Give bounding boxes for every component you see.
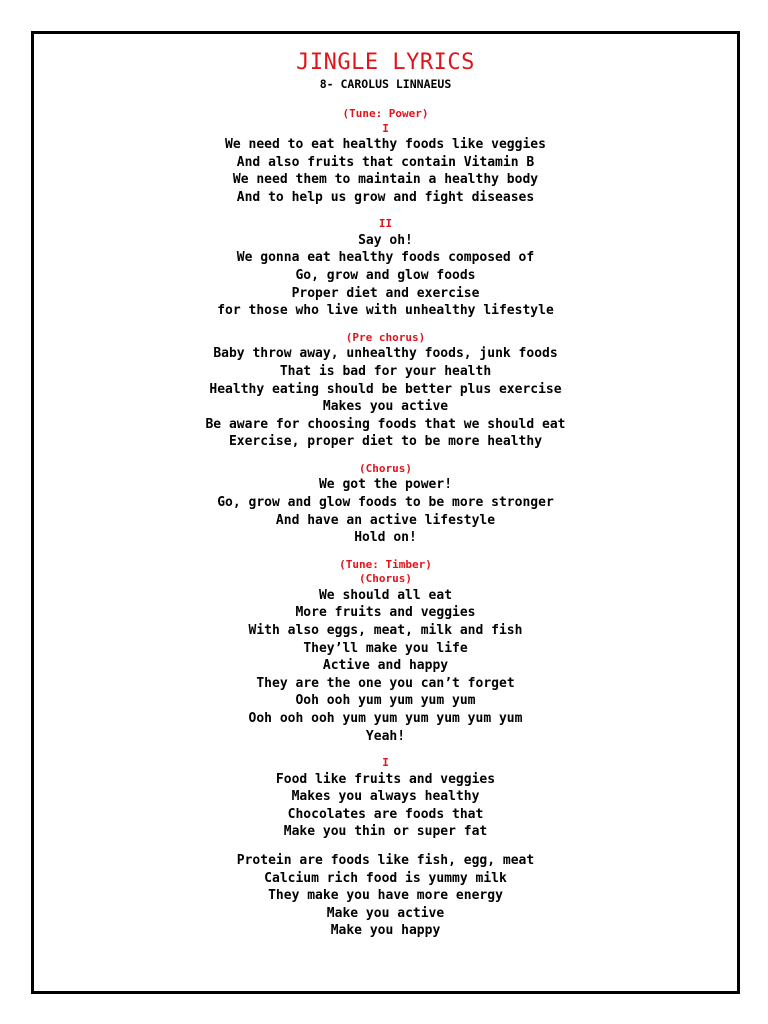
lyric-line: Yeah! [365, 728, 406, 744]
section-heading: (Chorus) [359, 572, 412, 586]
lyric-line: That is bad for your health [279, 363, 492, 379]
lyric-line: We gonna eat healthy foods composed of [236, 250, 535, 266]
lyric-line: With also eggs, meat, milk and fish [248, 622, 523, 638]
lyric-line: Healthy eating should be better plus exercise [209, 381, 562, 397]
lyric-line: We need to eat healthy foods like veggies [225, 137, 546, 152]
page-subtitle: 8- CAROLUS LINNAEUS [319, 77, 452, 91]
lyric-line: Baby throw away, unhealthy foods, junk foods [213, 346, 558, 362]
lyric-line: We should all eat [318, 587, 453, 603]
section-heading: II [378, 217, 393, 231]
lyrics-sections [34, 107, 737, 940]
document-page [31, 31, 740, 994]
lyrics-section [34, 107, 737, 206]
lyric-line: We got the power! [318, 477, 453, 493]
lyric-line: for those who live with unhealthy lifestyle [217, 303, 554, 319]
section-heading: (Pre chorus) [345, 330, 426, 344]
lyric-line: And have an active lifestyle [275, 512, 496, 528]
lyric-line: Hold on! [354, 530, 417, 546]
lyric-line: We need them to maintain a healthy body [232, 172, 539, 188]
lyric-line: They make you have more energy [268, 888, 503, 904]
lyric-line: They’ll make you life [303, 640, 468, 656]
lyric-line: Proper diet and exercise [291, 285, 480, 301]
lyric-line: Say oh! [358, 232, 413, 248]
lyric-line: Exercise, proper diet to be more healthy [228, 434, 543, 450]
page-title: JINGLE LYRICS [296, 50, 475, 75]
lyric-line: Calcium rich food is yummy milk [264, 870, 507, 886]
lyrics-section [34, 558, 737, 745]
lyric-line: Be aware for choosing foods that we should eat [205, 416, 566, 432]
lyrics-content [34, 50, 737, 951]
section-heading: (Chorus) [359, 461, 412, 475]
lyrics-section [34, 462, 737, 547]
lyric-line: Chocolates are foods that [287, 806, 484, 822]
section-heading: (Tune: Power) [342, 107, 429, 120]
lyric-line: Go, grow and glow foods [295, 268, 476, 284]
lyrics-section [34, 217, 737, 319]
lyric-line: Make you active [326, 905, 445, 921]
lyric-line: Make you happy [330, 923, 441, 939]
lyrics-section [34, 756, 737, 841]
lyric-line: Active and happy [322, 658, 449, 674]
lyric-line: Makes you active [322, 399, 449, 415]
lyric-line: Go, grow and glow foods to be more stronger [217, 495, 554, 510]
section-heading: I [382, 756, 389, 770]
lyric-line: Makes you always healthy [291, 789, 480, 805]
lyric-line: Protein are foods like fish, egg, meat [236, 853, 535, 868]
lyric-line: And also fruits that contain Vitamin B [236, 154, 535, 170]
lyric-line: Food like fruits and veggies [275, 771, 496, 787]
lyric-line: Ooh ooh yum yum yum yum [295, 693, 476, 709]
lyrics-section [34, 331, 737, 451]
lyric-line: They are the one you can’t forget [256, 675, 515, 691]
lyric-line: Ooh ooh ooh yum yum yum yum yum yum [248, 710, 523, 726]
section-heading: (Tune: Timber) [339, 557, 432, 571]
lyric-line: Make you thin or super fat [283, 824, 488, 840]
lyric-line: More fruits and veggies [295, 605, 476, 621]
lyrics-section [34, 852, 737, 940]
lyric-line: And to help us grow and fight diseases [236, 189, 535, 205]
section-heading: I [382, 121, 389, 135]
